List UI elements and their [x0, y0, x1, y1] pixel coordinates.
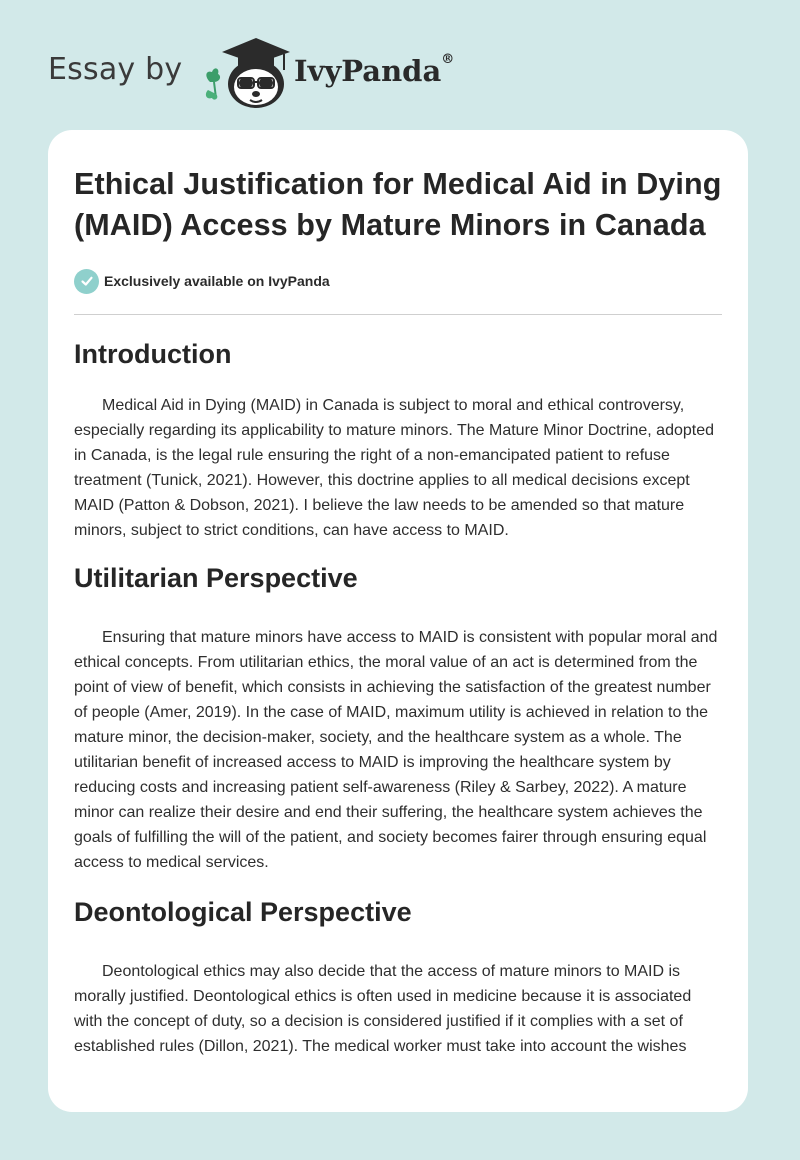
page-title: Ethical Justification for Medical Aid in Dying (MAID) Access by Mature Minors in Canada	[74, 167, 722, 242]
section-paragraph-introduction: Medical Aid in Dying (MAID) in Canada is subject to moral and ethical controversy, especially regarding its applicability to mature minors. The Mature Minor Doctrine, adopted in Canada, is the legal rule ensuring the right of a non-emancipated patient to refuse treatment (Tunick, 2021). However, this doctrine applies to all medical decisions except MAID (Patton & Dobson, 2021). I believe the law needs to be amended so that mature minors, subject to strict conditions, can have access to MAID.	[74, 397, 715, 539]
exclusive-badge	[74, 268, 722, 294]
panda-graduate-logo-icon[interactable]	[200, 32, 292, 110]
section-heading-introduction: Introduction	[74, 339, 232, 369]
section-heading-utilitarian: Utilitarian Perspective	[74, 563, 358, 593]
divider	[74, 314, 722, 315]
site-header	[48, 30, 548, 110]
brand-name-text: IvyPanda	[294, 54, 442, 88]
check-circle-icon	[74, 269, 99, 294]
exclusive-label: Exclusively available on IvyPanda	[104, 273, 330, 289]
section-paragraph-deontological: Deontological ethics may also decide that the access of mature minors to MAID is morally justified. Deontological ethics is often used in medicine because it is associated with the concept of duty, so a decision is considered justified if it complies with a set of established rules (Dillon, 2021). The medical worker must take into account the wishes	[74, 963, 692, 1055]
essay-by-label: Essay by	[48, 52, 183, 87]
registered-mark: ®	[441, 52, 455, 67]
section-heading-deontological: Deontological Perspective	[74, 897, 412, 927]
brand-name[interactable]	[294, 54, 454, 88]
essay-card	[48, 130, 748, 1112]
section-paragraph-utilitarian: Ensuring that mature minors have access to MAID is consistent with popular moral and ethical concepts. From utilitarian ethics, the moral value of an act is determined from the point of view of benefit, which consists in achieving the satisfaction of the greatest number of people (Amer, 2019). In the case of MAID, maximum utility is achieved in relation to the mature minor, the decision-maker, society, and the healthcare system as a whole. The utilitarian benefit of increased access to MAID is improving the healthcare system by reducing costs and increasing patient self-awareness (Riley & Sarbey, 2022). A mature minor can realize their desire and end their suffering, the healthcare system achieves the goals of fulfilling the will of the patient, and society becomes fairer through ensuring equal access to medical services.	[74, 629, 718, 871]
